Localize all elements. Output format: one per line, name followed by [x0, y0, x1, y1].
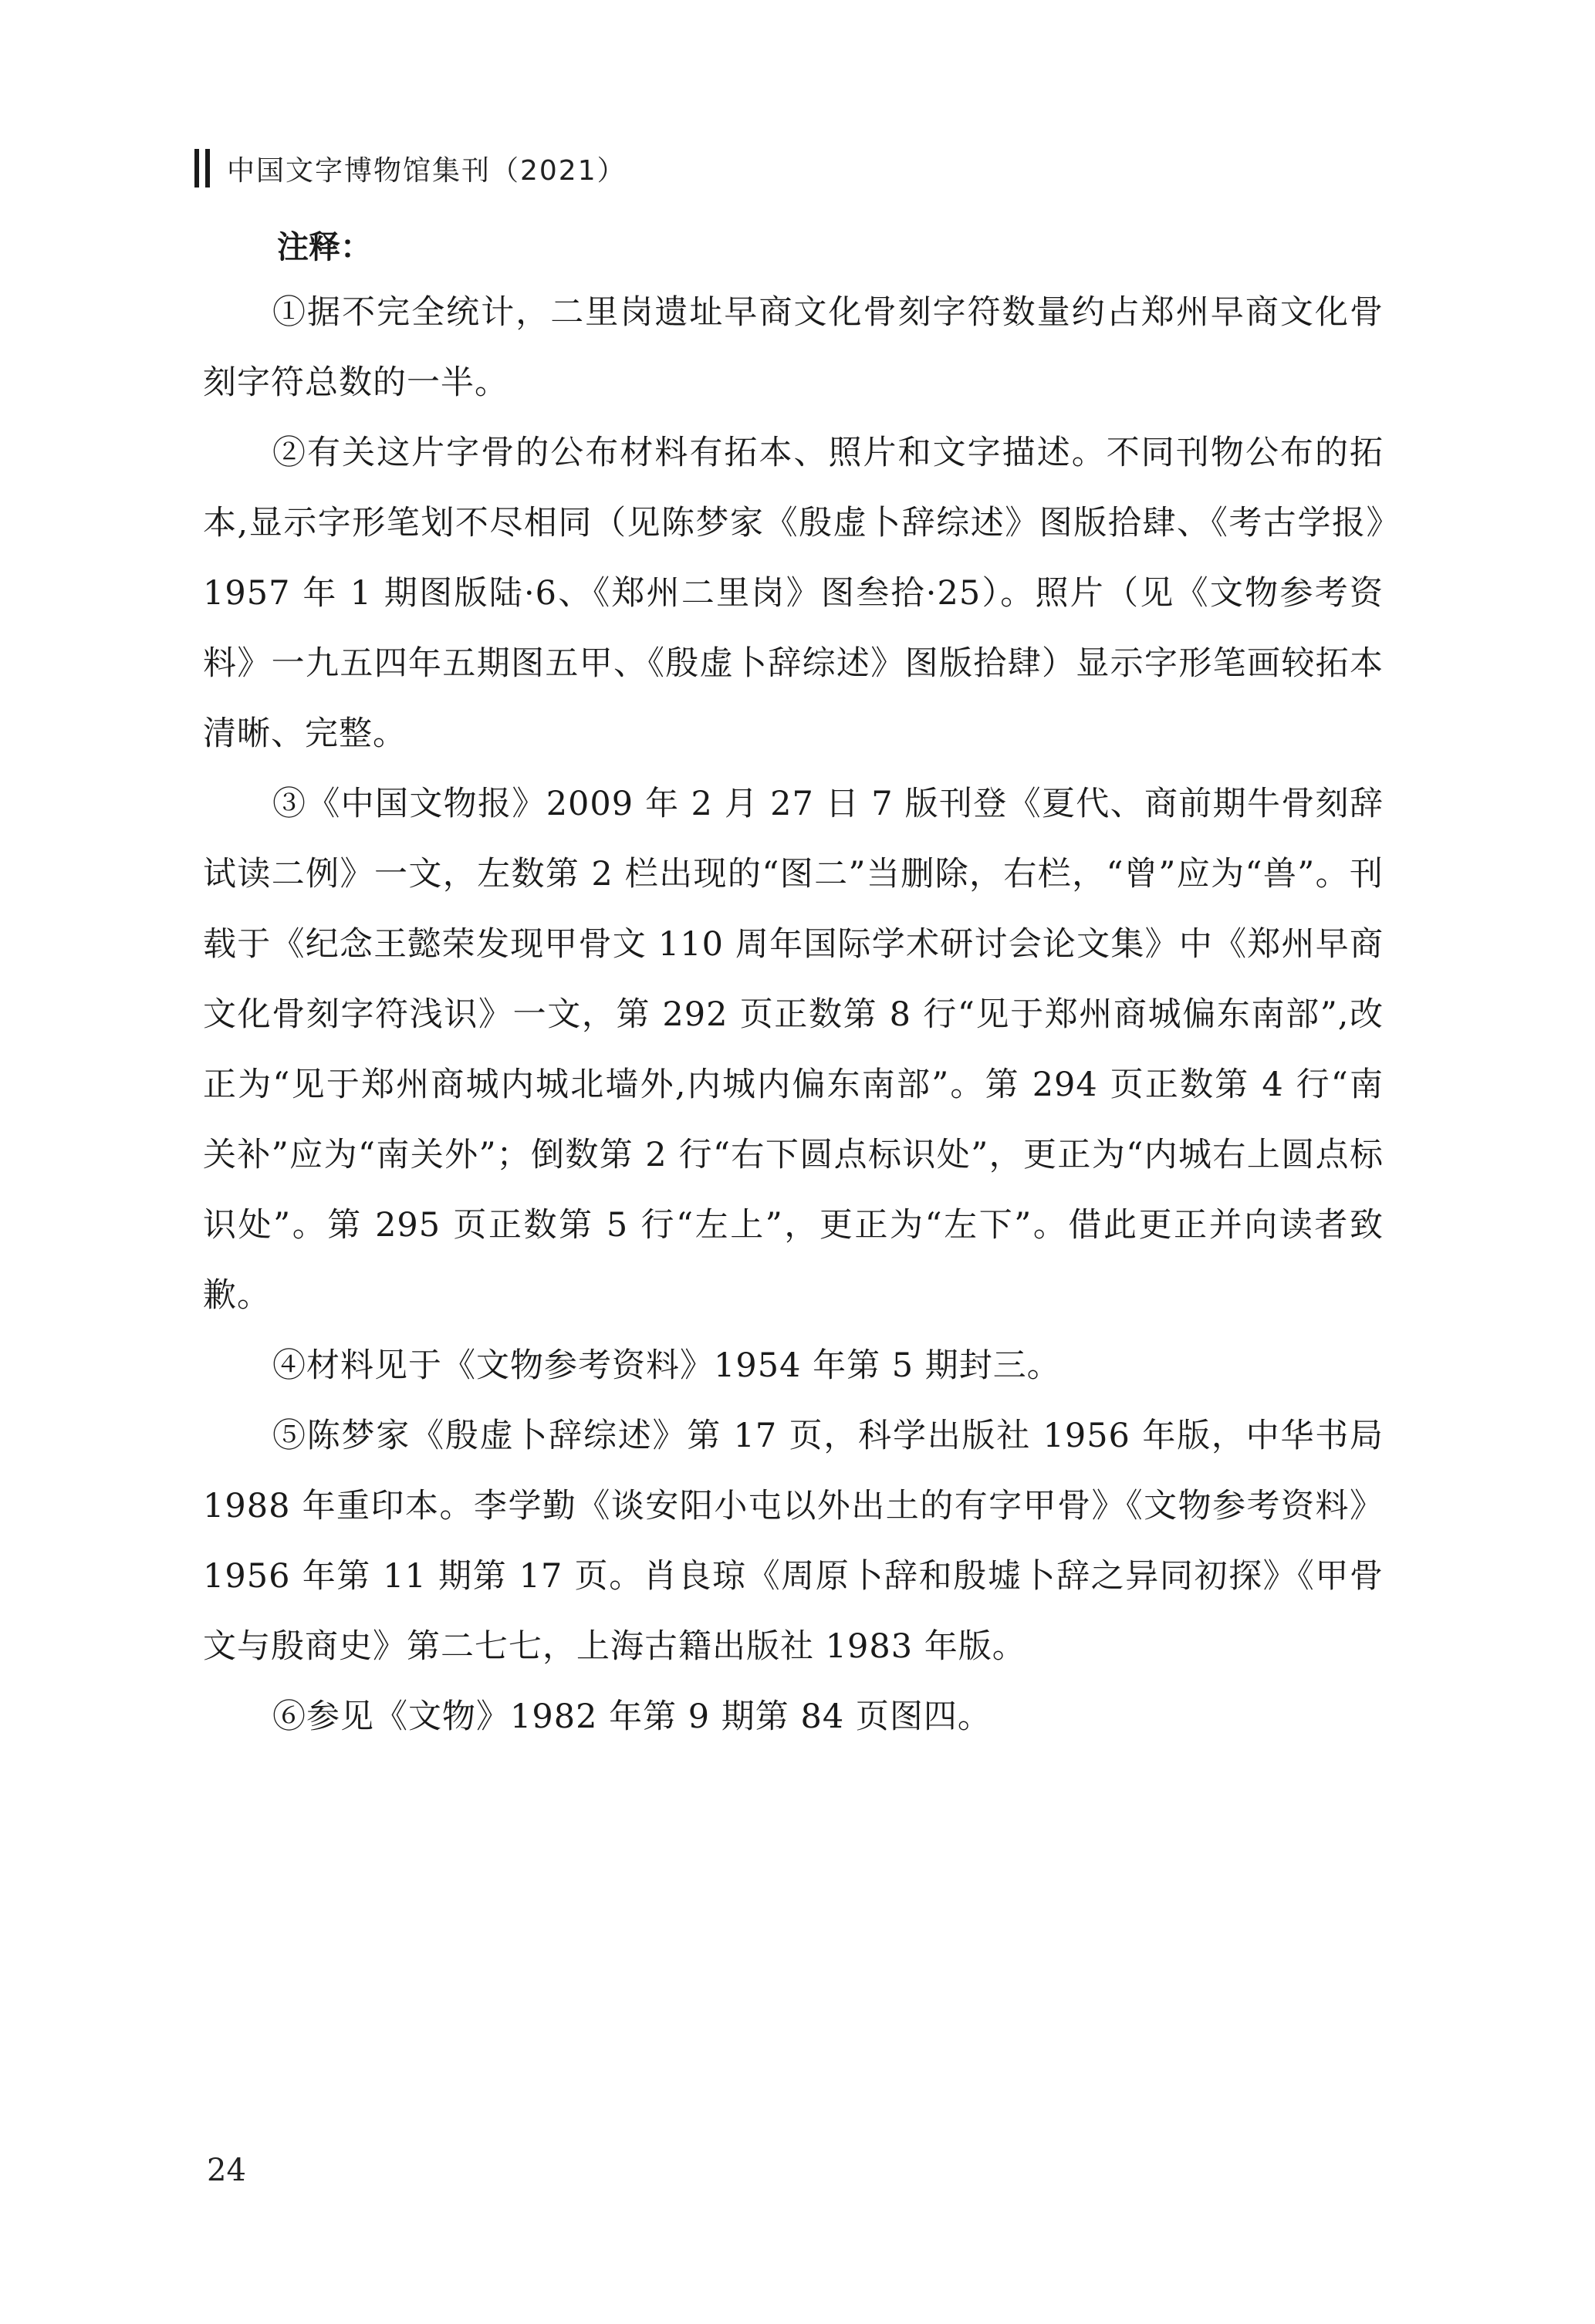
- header-bar-mark: [194, 149, 210, 187]
- notes-section: [203, 216, 1384, 1752]
- note-2: ②有关这片字骨的公布材料有拓本、照片和文字描述。不同刊物公布的拓本,显示字形笔划不尽相同（见陈梦家《殷虚卜辞综述》图版拾肆、《考古学报》1957 年 1 期图版陆·6、《郑州二里岗》图叁拾·25）。照片（见《文物参考资料》一九五四年五期图五甲、《殷虚卜辞综述》图版拾肆）显示字形笔画较拓本清晰、完整。: [203, 434, 1384, 753]
- note-6: ⑥参见《文物》1982 年第 9 期第 84 页图四。: [272, 1697, 992, 1736]
- note-3: ③《中国文物报》2009 年 2 月 27 日 7 版刊登《夏代、商前期牛骨刻辞试读二例》一文，左数第 2 栏出现的“图二”当删除，右栏，“曾”应为“兽”。刊载于《纪念王懿荣发现甲骨文 110 周年国际学术研讨会论文集》中《郑州早商文化骨刻字符浅识》一文，第 292 页正数第 8 行“见于郑州商城偏东南部”,改正为“见于郑州商城内城北墙外,内城内偏东南部”。第 294 页正数第 4 行“南关补”应为“南关外”；倒数第 2 行“右下圆点标识处”，更正为“内城右上圆点标识处”。第 295 页正数第 5 行“左上”，更正为“左下”。借此更正并向读者致歉。: [203, 785, 1384, 1315]
- page-number: 24: [207, 2153, 246, 2188]
- note-5: ⑤陈梦家《殷虚卜辞综述》第 17 页，科学出版社 1956 年版，中华书局 1988 年重印本。李学勤《谈安阳小屯以外出土的有字甲骨》《文物参考资料》1956 年第 11 期第 17 页。肖良琼《周原卜辞和殷墟卜辞之异同初探》《甲骨文与殷商史》第二七七，上海古籍出版社 1983 年版。: [203, 1417, 1384, 1666]
- journal-title: 中国文字博物馆集刊（2021）: [227, 154, 627, 187]
- running-header: [194, 144, 627, 193]
- note-4: ④材料见于《文物参考资料》1954 年第 5 期封三。: [272, 1346, 1061, 1385]
- notes-heading: 注释：: [277, 228, 372, 265]
- note-1: ①据不完全统计，二里岗遗址早商文化骨刻字符数量约占郑州早商文化骨刻字符总数的一半。: [203, 293, 1384, 402]
